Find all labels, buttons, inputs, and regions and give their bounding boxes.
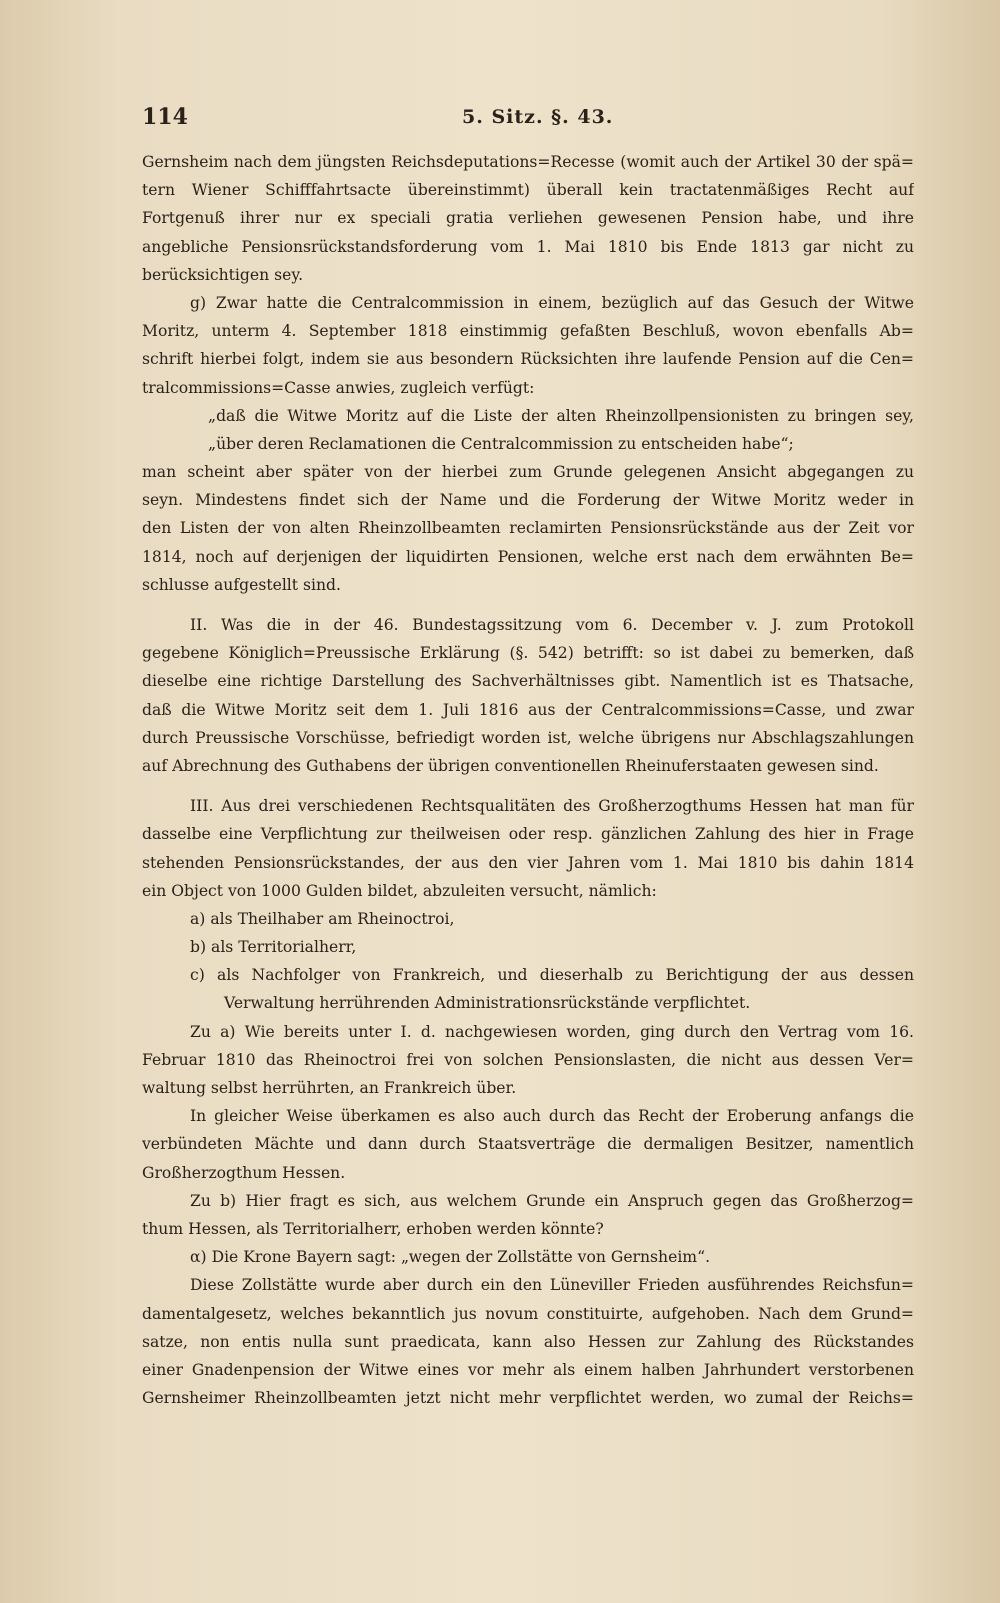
list-item-continuation: Verwaltung herrührenden Administrationsrückstände verpflichtet. — [224, 994, 751, 1013]
text-line: II. Was die in der 46. Bundestagssitzung vom 6. December v. J. zum Protokoll — [190, 616, 914, 634]
text-line: den Listen der von alten Rheinzollbeamten reclamirten Pensionsrückstände aus der Zeit vor — [142, 519, 914, 538]
running-head: 5. Sitz. §. 43. — [462, 106, 614, 128]
text-line: ein Object von 1000 Gulden bildet, abzuleiten versucht, nämlich: — [142, 881, 657, 900]
text-line: Gernsheim nach dem jüngsten Reichsdeputations=Recesse (womit auch der Artikel 30 der spä= — [142, 153, 914, 171]
paragraph-gap — [142, 599, 914, 611]
text-line: Gernsheimer Rheinzollbeamten jetzt nicht mehr verpflichtet werden, wo zumal der Reichs= — [142, 1389, 914, 1408]
text-line: satze, non entis nulla sunt praedicata, kann also Hessen zur Zahlung des Rückstandes — [142, 1332, 914, 1351]
text-line: gegebene Königlich=Preussische Erklärung (§. 542) betrifft: so ist dabei zu bemerken, daß — [142, 644, 914, 663]
text-line: Großherzogthum Hessen. — [142, 1163, 346, 1182]
text-line: dieselbe eine richtige Darstellung des Sachverhältnisses gibt. Namentlich ist es Thatsache, — [142, 672, 914, 691]
text-line: auf Abrechnung des Guthabens der übrigen conventionellen Rheinuferstaaten gewesen sind. — [142, 756, 879, 775]
text-line: Moritz, unterm 4. September 1818 einstimmig gefaßten Beschluß, wovon ebenfalls Ab= — [142, 322, 914, 341]
text-line: tralcommissions=Casse anwies, zugleich verfügt: — [142, 378, 535, 397]
text-line: dasselbe eine Verpflichtung zur theilweisen oder resp. gänzlichen Zahlung des hier in Frage — [142, 825, 914, 844]
text-line: seyn. Mindestens findet sich der Name und die Forderung der Witwe Moritz weder in — [142, 491, 914, 510]
text-line: Zu b) Hier fragt es sich, aus welchem Grunde ein Anspruch gegen das Großherzog= — [190, 1191, 914, 1210]
text-line: g) Zwar hatte die Centralcommission in einem, bezüglich auf das Gesuch der Witwe — [190, 293, 914, 312]
quote-line: „daß die Witwe Moritz auf die Liste der alten Rheinzollpensionisten zu bringen sey, — [208, 406, 914, 425]
text-line: damentalgesetz, welches bekanntlich jus novum constituirte, aufgehoben. Nach dem Grund= — [142, 1304, 914, 1323]
text-line: In gleicher Weise überkamen es also auch durch das Recht der Eroberung anfangs die — [190, 1107, 914, 1126]
text-line: Februar 1810 das Rheinoctroi frei von solchen Pensionslasten, die nicht aus dessen Ver= — [142, 1050, 914, 1069]
list-item: b) als Territorialherr, — [190, 938, 357, 957]
text-line: berücksichtigen sey. — [142, 265, 304, 284]
text-line: einer Gnadenpension der Witwe eines vor mehr als einem halben Jahrhundert verstorbenen — [142, 1360, 914, 1379]
text-line: man scheint aber später von der hierbei zum Grunde gelegenen Ansicht abgegangen zu — [142, 463, 914, 482]
quote-line: „über deren Reclamationen die Centralcommission zu entscheiden habe“; — [208, 434, 794, 453]
text-line: stehenden Pensionsrückstandes, der aus den vier Jahren vom 1. Mai 1810 bis dahin 1814 — [142, 853, 914, 872]
paragraph-gap — [142, 780, 914, 792]
text-line: Diese Zollstätte wurde aber durch ein den Lüneviller Frieden ausführendes Reichsfun= — [190, 1276, 914, 1295]
page-header — [142, 104, 912, 134]
text-line: waltung selbst herrührten, an Frankreich über. — [142, 1079, 517, 1097]
page-body — [142, 148, 914, 1412]
text-line: Zu a) Wie bereits unter I. d. nachgewiesen worden, ging durch den Vertrag vom 16. — [190, 1022, 914, 1041]
page-number: 114 — [142, 104, 188, 130]
text-line: 1814, noch auf derjenigen der liquidirten Pensionen, welche erst nach dem erwähnten Be= — [142, 547, 914, 566]
text-line: III. Aus drei verschiedenen Rechtsqualitäten des Großherzogthums Hessen hat man für — [190, 797, 914, 816]
text-line: verbündeten Mächte und dann durch Staatsverträge die dermaligen Besitzer, namentlich — [142, 1135, 914, 1154]
text-line: schlusse aufgestellt sind. — [142, 575, 341, 594]
text-line: durch Preussische Vorschüsse, befriedigt worden ist, welche übrigens nur Abschlagszahlungen — [142, 728, 914, 747]
text-line: tern Wiener Schifffahrtsacte übereinstimmt) überall kein tractatenmäßiges Recht auf — [142, 181, 914, 200]
list-item: a) als Theilhaber am Rheinoctroi, — [190, 909, 455, 928]
text-line: α) Die Krone Bayern sagt: „wegen der Zollstätte von Gernsheim“. — [190, 1248, 711, 1267]
text-line: angebliche Pensionsrückstandsforderung vom 1. Mai 1810 bis Ende 1813 gar nicht zu — [142, 237, 914, 256]
text-line: schrift hierbei folgt, indem sie aus besondern Rücksichten ihre laufende Pension auf die Cen= — [142, 350, 914, 369]
text-line: Fortgenuß ihrer nur ex speciali gratia verliehen gewesenen Pension habe, und ihre — [142, 209, 914, 228]
text-line: daß die Witwe Moritz seit dem 1. Juli 1816 aus der Centralcommissions=Casse, und zwar — [142, 700, 914, 719]
text-line: thum Hessen, als Territorialherr, erhoben werden könnte? — [142, 1219, 604, 1238]
list-item: c) als Nachfolger von Frankreich, und dieserhalb zu Berichtigung der aus dessen — [190, 966, 914, 985]
